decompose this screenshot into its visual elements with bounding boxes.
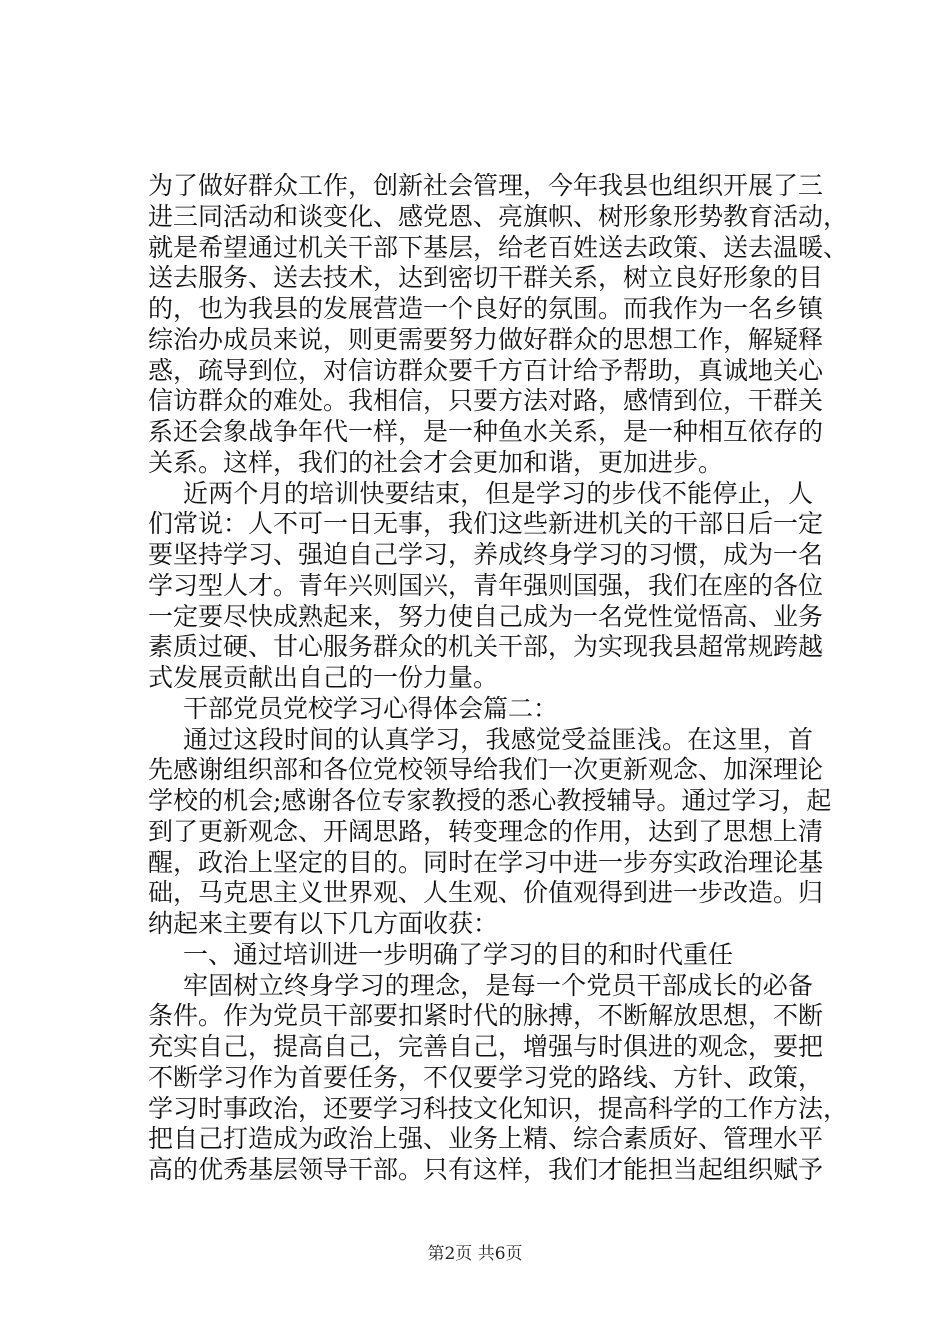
text-line: 到了更新观念、开阔思路，转变理念的作用，达到了思想上清 xyxy=(148,816,824,846)
text-line: 醒，政治上坚定的目的。同时在学习中进一步夯实政治理论基 xyxy=(148,847,824,877)
text-line: 条件。作为党员干部要扣紧时代的脉搏，不断解放思想，不断 xyxy=(148,1001,824,1031)
text-line: 学习时事政治，还要学习科技文化知识，提高科学的工作方法， xyxy=(148,1093,849,1123)
text-line: 一、通过培训进一步明确了学习的目的和时代重任 xyxy=(183,939,734,969)
text-line: 把自己打造成为政治上强、业务上精、综合素质好、管理水平 xyxy=(148,1124,824,1154)
text-line: 充实自己，提高自己，完善自己，增强与时俱进的观念，要把 xyxy=(148,1032,824,1061)
text-line: 素质过硬、甘心服务群众的机关干部，为实现我县超常规跨越 xyxy=(148,632,824,662)
text-line: 为了做好群众工作，创新社会管理，今年我县也组织开展了三 xyxy=(148,171,824,200)
text-line: 通过这段时间的认真学习，我感觉受益匪浅。在这里，首 xyxy=(183,724,813,754)
text-line: 高的优秀基层领导干部。只有这样，我们才能担当起组织赋予 xyxy=(148,1155,824,1184)
text-line: 不断学习作为首要任务，不仅要学习党的路线、方针、政策， xyxy=(148,1062,824,1092)
text-line: 进三同活动和谈变化、感党恩、亮旗帜、树形象形势教育活动， xyxy=(148,201,849,231)
text-line: 学校的机会;感谢各位专家教授的悉心教授辅导。通过学习，起 xyxy=(148,786,832,815)
page-number-footer: 第2页 共6页 xyxy=(427,1244,523,1264)
text-line: 综治办成员来说，则更需要努力做好群众的思想工作，解疑释 xyxy=(148,324,824,354)
text-line: 一定要尽快成熟起来，努力使自己成为一名党性觉悟高、业务 xyxy=(148,601,824,631)
text-line: 近两个月的培训快要结束，但是学习的步伐不能停止，人 xyxy=(183,478,813,508)
text-line: 关系。这样，我们的社会才会更加和谐，更加进步。 xyxy=(148,447,724,477)
text-line: 信访群众的难处。我相信，只要方法对路，感情到位，干群关 xyxy=(148,386,824,416)
text-line: 惑，疏导到位，对信访群众要千方百计给予帮助，真诚地关心 xyxy=(148,355,824,385)
text-line: 纳起来主要有以下几方面收获： xyxy=(148,909,499,938)
text-line: 干部党员党校学习心得体会篇二： xyxy=(183,693,559,723)
text-line: 送去服务、送去技术，达到密切干群关系，树立良好形象的目 xyxy=(148,263,824,293)
text-line: 学习型人才。青年兴则国兴，青年强则国强，我们在座的各位 xyxy=(148,570,824,600)
text-line: 式发展贡献出自己的一份力量。 xyxy=(148,663,499,692)
text-line: 的，也为我县的发展营造一个良好的氛围。而我作为一名乡镇 xyxy=(148,294,824,323)
text-line: 础，马克思主义世界观、人生观、价值观得到进一步改造。归 xyxy=(148,878,824,908)
text-line: 要坚持学习、强迫自己学习，养成终身学习的习惯，成为一名 xyxy=(148,540,824,569)
text-line: 先感谢组织部和各位党校领导给我们一次更新观念、加深理论 xyxy=(148,755,824,785)
text-line: 牢固树立终身学习的理念，是每一个党员干部成长的必备 xyxy=(183,970,813,1000)
text-line: 们常说：人不可一日无事，我们这些新进机关的干部日后一定 xyxy=(148,509,824,539)
text-line: 就是希望通过机关干部下基层，给老百姓送去政策、送去温暖、 xyxy=(148,232,849,262)
document-body xyxy=(148,171,849,1186)
text-line: 系还会象战争年代一样，是一种鱼水关系，是一种相互依存的 xyxy=(148,417,824,446)
